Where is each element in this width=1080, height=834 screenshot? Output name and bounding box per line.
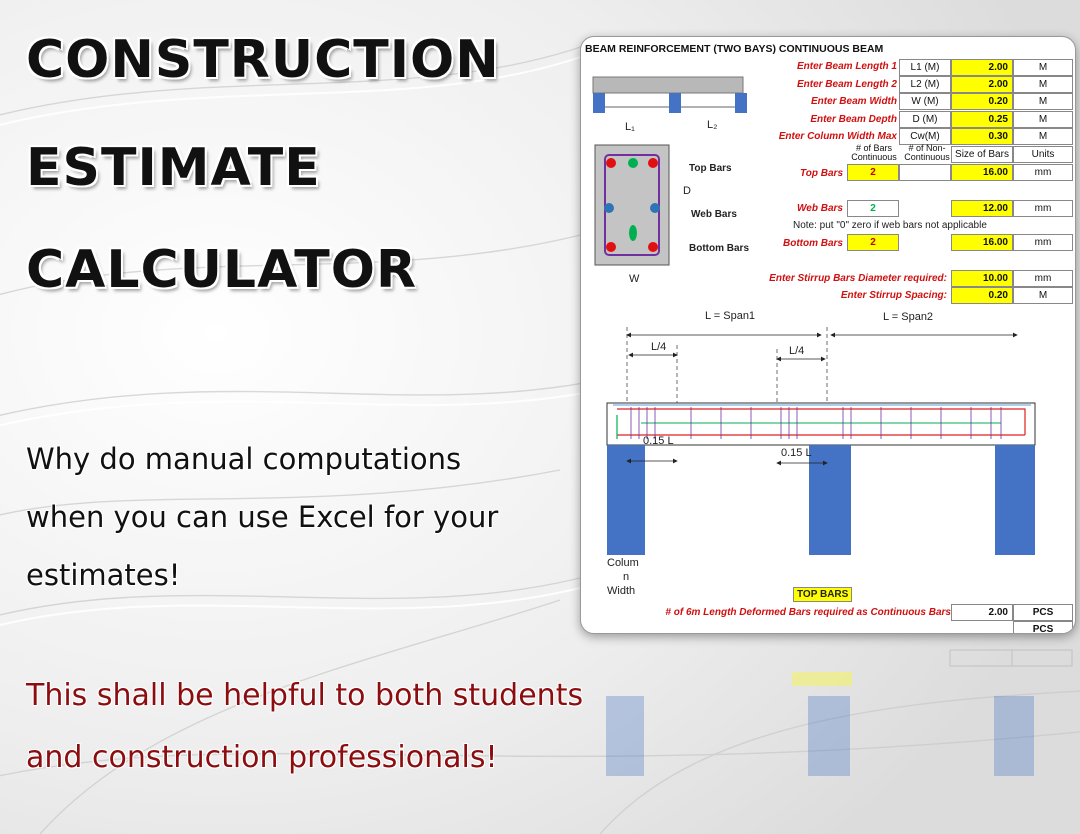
beam-label-l2: L₂	[707, 119, 718, 131]
web-bars-note: Note: put "0" zero if web bars not applicable	[793, 220, 987, 231]
column-width-label-2: n	[623, 571, 630, 583]
spreadsheet-preview	[580, 36, 1076, 634]
input-code-l2: L2 (M)	[899, 76, 951, 93]
input-label-d: Enter Beam Depth	[810, 114, 897, 125]
bars-label-web: Web Bars	[797, 203, 843, 214]
point15-label-2: 0.15 L	[781, 447, 812, 459]
stirrup-spacing-label: Enter Stirrup Spacing:	[840, 290, 947, 301]
input-unit-w: M	[1013, 93, 1073, 110]
bars-size-top[interactable]: 16.00	[951, 164, 1013, 181]
input-code-l1: L1 (M)	[899, 59, 951, 76]
bars-count-web[interactable]: 2	[847, 200, 899, 217]
bars-count-bottom[interactable]: 2	[847, 234, 899, 251]
input-code-cw: Cw(M)	[899, 128, 951, 145]
bars-size-web[interactable]: 12.00	[951, 200, 1013, 217]
headline-line-1: CONSTRUCTION	[26, 30, 500, 90]
top-bars-heading: TOP BARS	[793, 587, 852, 602]
header-size: Size of Bars	[951, 146, 1013, 163]
bars-noncont-top[interactable]	[899, 164, 951, 181]
bars-size-bottom[interactable]: 16.00	[951, 234, 1013, 251]
input-code-w: W (M)	[899, 93, 951, 110]
input-label-l2: Enter Beam Length 2	[796, 79, 897, 90]
header-continuous: # of Bars Continuous	[851, 144, 897, 162]
stirrup-diameter-unit: mm	[1013, 270, 1073, 287]
span1-label: L = Span1	[705, 310, 756, 322]
input-value-w[interactable]: 0.20	[951, 93, 1013, 110]
input-unit-l1: M	[1013, 59, 1073, 76]
quarter-label-1: L/4	[651, 341, 667, 353]
input-unit-cw: M	[1013, 128, 1073, 145]
body-line-1: Why do manual computations	[26, 442, 462, 476]
input-unit-l2: M	[1013, 76, 1073, 93]
input-label-w: Enter Beam Width	[810, 96, 897, 107]
input-value-l2[interactable]: 2.00	[951, 76, 1013, 93]
bars-unit-bottom: mm	[1013, 234, 1073, 251]
body-line-3: estimates!	[26, 558, 181, 592]
stirrup-spacing-unit: M	[1013, 287, 1073, 304]
header-units: Units	[1013, 146, 1073, 163]
section-web-bars-label: Web Bars	[691, 209, 737, 220]
result-value: 2.00	[951, 604, 1013, 621]
result-unit-next: PCS	[1013, 621, 1073, 634]
section-bottom-bars-label: Bottom Bars	[689, 243, 750, 254]
headline-line-2: ESTIMATE	[26, 138, 321, 198]
body-line-2: when you can use Excel for your	[26, 500, 499, 534]
highlight-line-2: and construction professionals!	[26, 740, 498, 775]
sheet-title: BEAM REINFORCEMENT (TWO BAYS) CONTINUOUS BEAM	[585, 43, 884, 55]
beam-elevation-sketch	[589, 67, 749, 137]
span2-label: L = Span2	[883, 311, 934, 323]
stirrup-diameter-value[interactable]: 10.00	[951, 270, 1013, 287]
input-value-l1[interactable]: 2.00	[951, 59, 1013, 76]
bars-label-top: Top Bars	[800, 168, 843, 179]
bars-count-top[interactable]: 2	[847, 164, 899, 181]
column-width-label-3: Width	[607, 585, 636, 597]
highlight-line-1: This shall be helpful to both students	[26, 678, 584, 713]
input-value-d[interactable]: 0.25	[951, 111, 1013, 128]
beam-label-l1: L₁	[625, 121, 635, 133]
result-label: # of 6m Length Deformed Bars required as Continuous Bars	[665, 607, 951, 618]
sheet-reflection	[580, 636, 1074, 776]
input-unit-d: M	[1013, 111, 1073, 128]
bars-label-bottom: Bottom Bars	[782, 238, 843, 249]
beam-cross-section	[593, 143, 673, 269]
bars-unit-top: mm	[1013, 164, 1073, 181]
section-top-bars-label: Top Bars	[689, 163, 732, 174]
quarter-label-2: L/4	[789, 345, 805, 357]
column-width-label-1: Colum	[607, 557, 639, 569]
input-code-d: D (M)	[899, 111, 951, 128]
stirrup-diameter-label: Enter Stirrup Bars Diameter required:	[769, 273, 947, 284]
header-non-continuous: # of Non-Continuous	[904, 144, 950, 162]
result-unit: PCS	[1013, 604, 1073, 621]
input-label-l1: Enter Beam Length 1	[796, 61, 897, 72]
section-d-label: D	[683, 185, 691, 197]
input-label-cw: Enter Column Width Max	[778, 131, 897, 142]
bars-unit-web: mm	[1013, 200, 1073, 217]
section-w-label: W	[629, 273, 640, 285]
point15-label-1: 0.15 L	[643, 435, 674, 447]
headline-line-3: CALCULATOR	[26, 240, 417, 300]
input-value-cw[interactable]: 0.30	[951, 128, 1013, 145]
stirrup-spacing-value[interactable]: 0.20	[951, 287, 1013, 304]
